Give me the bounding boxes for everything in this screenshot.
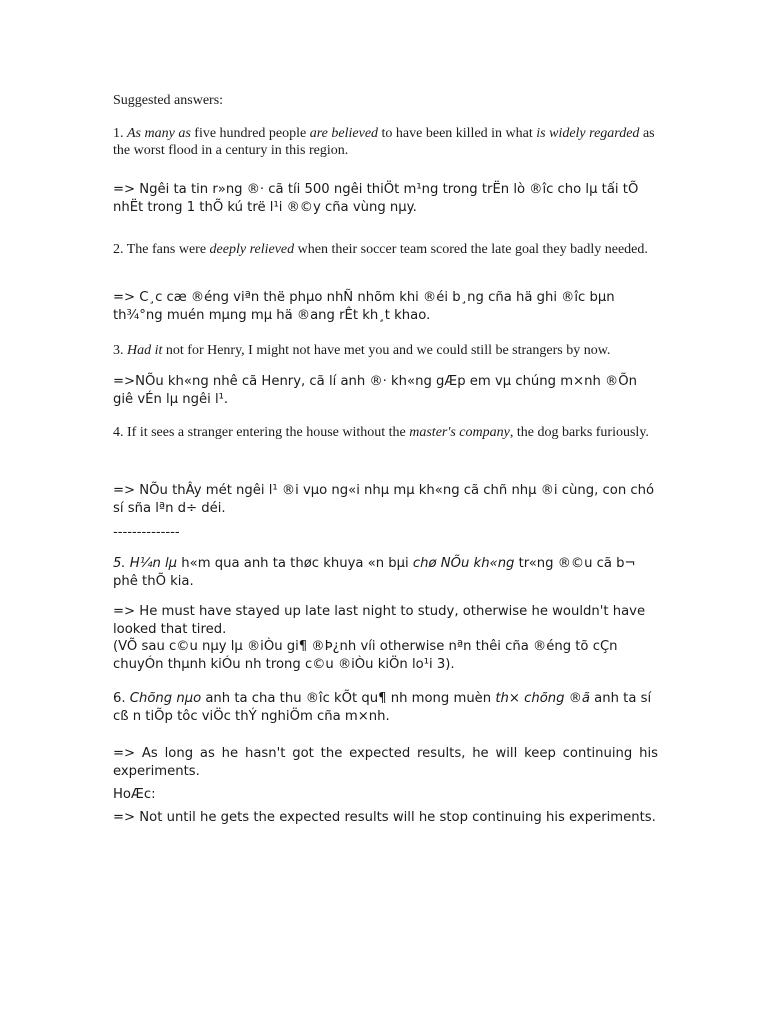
answer-6: => As long as he hasn't got the expected results, he will keep continuing his experiments. — [113, 746, 658, 779]
question-2-emph-b: deeply relieved — [209, 242, 295, 257]
question-3 — [113, 342, 658, 359]
question-6 — [113, 690, 658, 725]
question-1-emph-c: are believed — [309, 126, 379, 141]
question-5-emph-c: chø NÕu kh«ng — [412, 556, 515, 571]
question-5-text-b: h«m qua anh ta thøc khuya «n bµi — [177, 556, 413, 571]
section-divider: -------------- — [113, 525, 180, 540]
question-5-emph-a: 5. H¼n lµ — [113, 556, 178, 571]
answer-2: => C¸c cæ ®éng viªn thë phµo nhÑ nhõm khi ®éi b¸ng cña hä ghi ®îc bµn th¾°ng muén mµng mµ hä ®ang rÊt kh¸t khao. — [113, 290, 615, 323]
question-5-text-d: tr«ng ®©u cã b¬ phê thÕ kia. — [113, 556, 636, 589]
question-1-text-d: to have been killed in what — [378, 126, 537, 141]
question-2-text-a: 2. The fans were — [113, 242, 210, 257]
question-6-emph-d: th× chõng ®ã — [495, 691, 590, 706]
question-2-text-c: when their soccer team scored the late goal they badly needed. — [294, 242, 648, 257]
question-6-text-c: anh ta cha thu ®îc kÕt qu¶ nh mong muèn — [201, 691, 496, 706]
question-4 — [113, 424, 658, 441]
question-1-text-f: as the worst flood in a century in this region. — [113, 126, 655, 158]
question-1-emph-e: is widely regarded — [536, 126, 640, 141]
answer-1: => Ngêi ta tin r»ng ®· cã tíi 500 ngêi thiÖt m¹ng trong trËn lò ®îc cho lµ tấi tÕ nhËt trong 1 thÕ kú trë l¹i ®©y cña vùng nµy. — [113, 182, 639, 215]
question-3-text-c: not for Henry, I might not have met you and we could still be strangers by now. — [162, 343, 611, 358]
question-1-number: 1. — [113, 126, 127, 141]
question-6-number: 6. — [113, 691, 130, 706]
answer-6-or-label: HoÆc: — [113, 787, 156, 802]
question-4-emph-b: master's company — [409, 425, 510, 440]
question-5 — [113, 555, 658, 590]
suggested-answers-heading: Suggested answers: — [113, 93, 224, 108]
answer-4: => NÕu thÂy mét ngêi l¹ ®i vµo ng«i nhµ mµ kh«ng cã chñ nhµ ®i cùng, con chó sí sña lªn d÷ déi. — [113, 483, 655, 516]
question-3-number: 3. — [113, 343, 127, 358]
question-1-emph-a: As many as — [127, 126, 191, 141]
question-3-emph-b: Had it — [127, 343, 163, 358]
question-4-text-c: , the dog barks furiously. — [509, 425, 649, 440]
answer-5: => He must have stayed up late last night to study, otherwise he wouldn't have looked that tired. — [113, 604, 646, 637]
question-6-text-e: anh ta sí cß n tiÕp tôc viÖc thÝ nghiÖm cña m×nh. — [113, 691, 652, 724]
answer-6-alternative: => Not until he gets the expected results will he stop continuing his experiments. — [113, 810, 656, 825]
question-1 — [113, 125, 658, 159]
question-4-text-a: 4. If it sees a stranger entering the house without the — [113, 425, 410, 440]
answer-5-note: (VÕ sau c©u nµy lµ ®iÒu gi¶ ®Þ¿nh víi otherwise nªn thêi cña ®éng tõ cÇn chuyÓn thµnh kiÓu nh trong c©u ®iÒu kiÖn lo¹i 3). — [113, 639, 618, 672]
question-2 — [113, 241, 658, 258]
answer-3: =>NÕu kh«ng nhê cã Henry, cã lí anh ®· kh«ng gÆp em vµ chúng m×nh ®Õn giê vÉn lµ ngêi l¹. — [113, 374, 637, 407]
question-1-text-b: five hundred people — [190, 126, 310, 141]
question-6-emph-b: Chõng nµo — [129, 691, 202, 706]
